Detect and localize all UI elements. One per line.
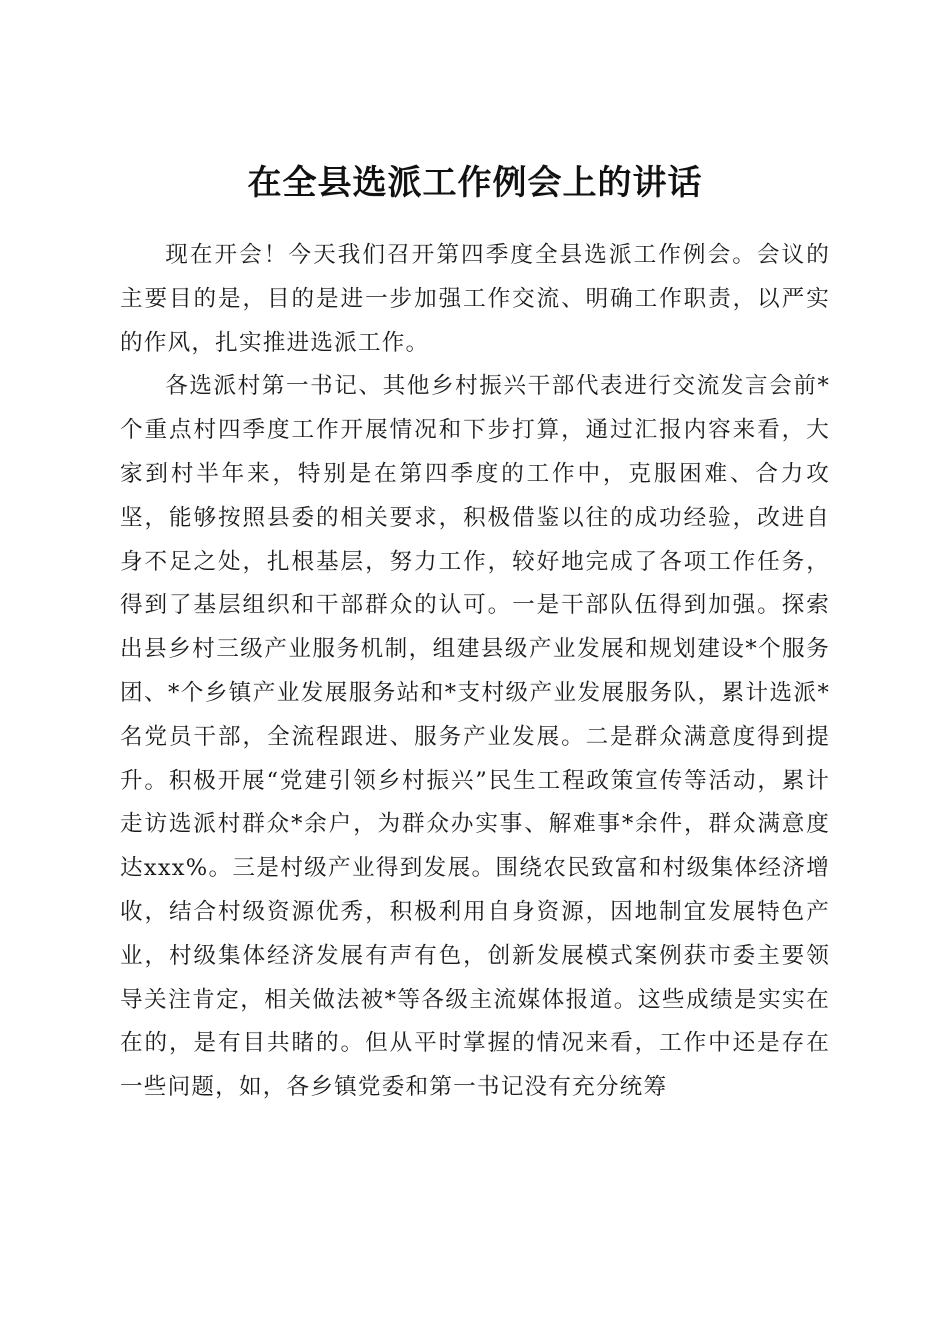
document-title: 在全县选派工作例会上的讲话: [247, 162, 703, 203]
paragraph-achievements: 各选派村第一书记、其他乡村振兴干部代表进行交流发言会前*个重点村四季度工作开展情况和下步打算，通过汇报内容来看，大家到村半年来，特别是在第四季度的工作中，克服困难、合力攻坚，能够按照县委的相关要求，积极借鉴以往的成功经验，改进自身不足之处，扎根基层，努力工作，较好地完成了各项工作任务，得到了基层组织和干部群众的认可。一是干部队伍得到加强。探索出县乡村三级产业服务机制，组建县级产业发展和规划建设*个服务团、*个乡镇产业发展服务站和*支村级产业发展服务队，累计选派*名党员干部，全流程跟进、服务产业发展。二是群众满意度得到提升。积极开展“党建引领乡村振兴”民生工程政策宣传等活动，累计走访选派村群众*余户，为群众办实事、解难事*余件，群众满意度达xxx%。三是村级产业得到发展。围绕农民致富和村级集体经济增收，结合村级资源优秀，积极利用自身资源，因地制宜发展特色产业，村级集体经济发展有声有色，创新发展模式案例获市委主要领导关注肯定，相关做法被*等各级主流媒体报道。这些成绩是实实在在的，是有目共睹的。但从平时掌握的情况来看，工作中还是存在一些问题，如，各乡镇党委和第一书记没有充分统筹: [120, 373, 830, 1101]
paragraph-opening: 现在开会！今天我们召开第四季度全县选派工作例会。会议的主要目的是，目的是进一步加强工作交流、明确工作职责，以严实的作风，扎实推进选派工作。: [120, 242, 830, 356]
document-body: [120, 234, 830, 1110]
